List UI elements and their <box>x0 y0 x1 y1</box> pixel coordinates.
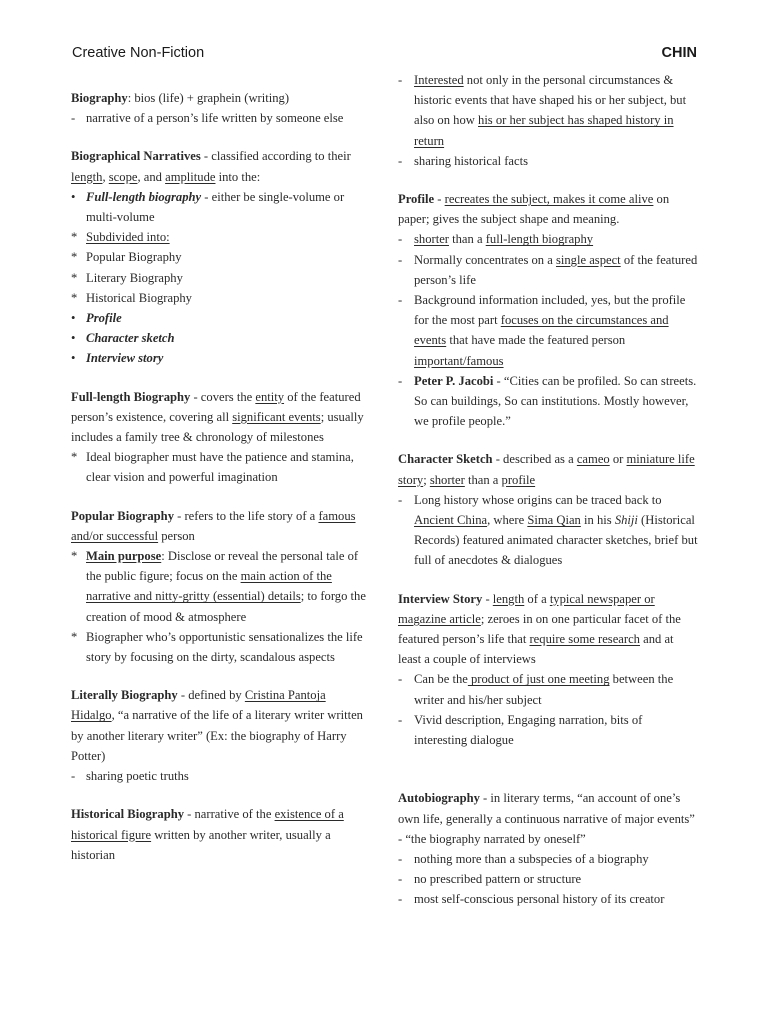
section-literally-biography: Literally Biography - defined by Cristina Pantoja Hidalgo, “a narrative of the life of a literary writer written by another literary writer” (Ex: the biography of Harry Potter) - sharing poetic truths <box>71 685 371 786</box>
term-biography: Biography <box>71 91 128 105</box>
list-item: - no prescribed pattern or structure <box>398 872 582 887</box>
list-item: - Peter P. Jacobi - “Cities can be profiled. So can streets. So can buildings, So can institutions. Mostly however, we profile people.” <box>398 373 697 429</box>
term-popular-biography: Popular Biography <box>71 508 174 523</box>
list-item: * Popular Biography <box>71 250 182 265</box>
list-item: - Background information included, yes, but the profile for the most part focuses on the circumstances and events that have made the featured person important/famous <box>398 293 686 368</box>
section-full-length-biography: Full-length Biography - covers the entity of the featured person’s existence, covering all significant events; usually includes a family tree & chronology of milestones * Ideal biographer must have the patience and stamina, clear vision and powerful imagination <box>71 387 371 488</box>
list-item: - Vivid description, Engaging narration, bits of interesting dialogue <box>398 712 643 748</box>
list-item: - Can be the product of just one meeting between the writer and his/her subject <box>398 672 674 707</box>
list-item: • Profile <box>71 311 122 326</box>
left-column <box>71 88 371 865</box>
section-autobiography: Autobiography - in literary terms, “an account of one’s own life, generally a continuous narrative of major events” - “the biography narrated by oneself” - nothing more than a subspecies of a biography - no prescribed pattern or structure - most self-conscious personal history of its creator <box>398 788 698 909</box>
list-item: - sharing poetic truths <box>71 769 189 784</box>
list-item: - sharing historical facts <box>398 153 529 168</box>
term-interview-story: Interview Story <box>398 591 483 606</box>
section-character-sketch: Character Sketch - described as a cameo or miniature life story; shorter than a profile - Long history whose origins can be traced back to Ancient China, where Sima Qian in his Shiji (Historical Records) featured animated character sketches, brief but full of anecdotes & dialogues <box>398 449 698 570</box>
list-item: * Biographer who’s opportunistic sensationalizes the life story by focusing on the dirty, scandalous aspects <box>71 629 363 665</box>
term-profile: Profile <box>398 192 435 207</box>
list-item: • Character sketch <box>71 331 175 346</box>
list-item: - Normally concentrates on a single aspect of the featured person’s life <box>398 252 698 287</box>
term-biographical-narratives: Biographical Narratives <box>71 149 201 164</box>
section-interview-story: Interview Story - length of a typical newspaper or magazine article; zeroes in on one particular facet of the featured person’s life that require some research and at least a couple of interviews - Can be the product of just one meeting between the writer and his/her subject - Vivid description, Engaging narration, bits of interesting dialogue <box>398 589 698 751</box>
autobiography-quote: - “the biography narrated by oneself” <box>398 831 586 846</box>
section-biography: Biography: bios (life) + graphein (writing) - narrative of a person’s life written by someone else <box>71 88 371 128</box>
list-item: * Main purpose: Disclose or reveal the personal tale of the public figure; focus on the main action of the narrative and nitty-gritty (essential) details; to forgo the creation of mood & atmosphere <box>71 549 366 624</box>
list-item: * Subdivided into: <box>71 230 170 245</box>
section-historical-biography: Historical Biography - narrative of the existence of a historical figure written by another writer, usually a historian <box>71 807 344 862</box>
section-profile: Profile - recreates the subject, makes it come alive on paper; gives the subject shape and meaning. - shorter than a full-length biography - Normally concentrates on a single aspect of the featured person’s life - Background information included, yes, but the profile for the most part focuses on the circumstances and events that have made the featured person important/famous - Peter P. Jacobi - “Cities can be profiled. So can streets. So can buildings, So can institutions. Mostly however, we profile people.” <box>398 189 698 431</box>
header-author: CHIN <box>661 45 697 61</box>
list-item: - nothing more than a subspecies of a biography <box>398 851 649 866</box>
term-full-length-biography: Full-length Biography <box>71 389 191 404</box>
list-item: - shorter than a full-length biography <box>398 232 594 247</box>
list-item: - Long history whose origins can be traced back to Ancient China, where Sima Qian in his Shiji (Historical Records) featured animated character sketches, brief but full of anecdotes & dialogues <box>398 492 698 568</box>
term-autobiography: Autobiography <box>398 791 480 806</box>
list-item: • Interview story <box>71 351 164 366</box>
section-popular-biography: Popular Biography - refers to the life story of a famous and/or successful person * Main purpose: Disclose or reveal the personal tale of the public figure; focus on the main action of the narrative and nitty-gritty (essential) details; to forgo the creation of mood & atmosphere * Biographer who’s opportunistic sensationalizes the life story by focusing on the dirty, scandalous aspects <box>71 506 371 668</box>
list-item: - most self-conscious personal history of its creator <box>398 892 665 907</box>
section-historical-continued <box>398 70 698 171</box>
term-historical-biography: Historical Biography <box>71 807 184 822</box>
header-title: Creative Non-Fiction <box>72 45 205 61</box>
list-item: * Historical Biography <box>71 290 192 305</box>
term-character-sketch: Character Sketch <box>398 452 493 467</box>
right-column <box>398 70 698 910</box>
section-biographical-narratives: Biographical Narratives - classified according to their length, scope, and amplitude into the: • Full-length biography - either be single-volume or multi-volume * Subdivided into: * Popular Biography * Literary Biography * Historical Biography • Profile • Character sketch • Interview story <box>71 146 371 368</box>
term-literally-biography: Literally Biography <box>71 688 178 703</box>
list-item: * Literary Biography <box>71 270 183 285</box>
list-item: * Ideal biographer must have the patience and stamina, clear vision and powerful imagination <box>71 450 354 485</box>
list-item: - Interested not only in the personal circumstances & historic events that have shaped his or her subject, but also on how his or her subject has shaped history in return <box>398 73 687 148</box>
list-item: - narrative of a person’s life written by someone else <box>71 111 344 126</box>
list-item: • Full-length biography - either be single-volume or multi-volume <box>71 189 345 225</box>
